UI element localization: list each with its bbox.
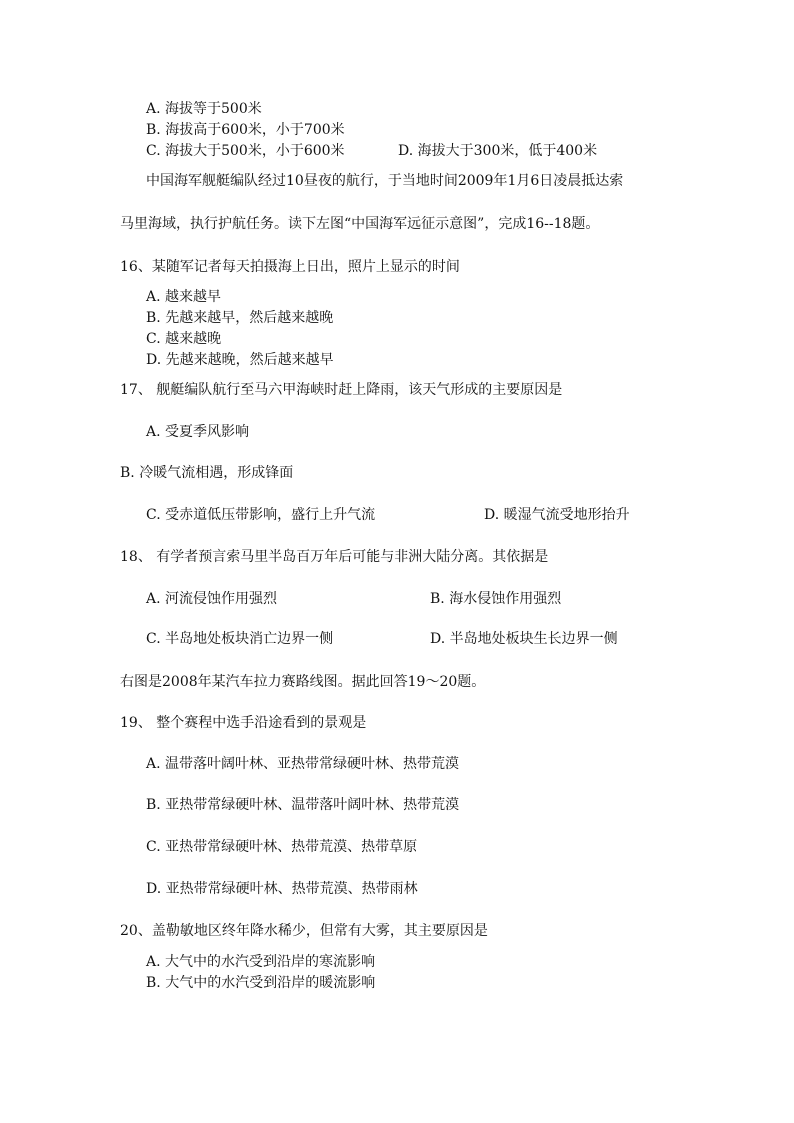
q17-option-c: C. 受赤道低压带影响，盛行上升气流 (146, 507, 376, 523)
intro-1-line-1: 中国海军舰艇编队经过10昼夜的航行，于当地时间2009年1月6日凌晨抵达索 (146, 173, 624, 189)
q18-option-a: A. 河流侵蚀作用强烈 (146, 591, 278, 607)
q19-option-b: B. 亚热带常绿硬叶林、温带落叶阔叶林、热带荒漠 (146, 797, 460, 813)
q19-stem: 19、 整个赛程中选手沿途看到的景观是 (120, 715, 367, 731)
intro-2: 右图是2008年某汽车拉力赛路线图。据此回答19～20题。 (120, 674, 486, 690)
q20-option-a: A. 大气中的水汽受到沿岸的寒流影响 (146, 954, 376, 970)
q17-option-b: B. 冷暖气流相遇，形成锋面 (120, 465, 294, 481)
q18-option-c: C. 半岛地处板块消亡边界一侧 (146, 631, 334, 647)
prev-option-c: C. 海拔大于500米，小于600米 (146, 143, 345, 159)
q16-option-a: A. 越来越早 (146, 289, 222, 305)
q16-stem: 16、某随军记者每天拍摄海上日出，照片上显示的时间 (120, 259, 460, 275)
q17-option-a: A. 受夏季风影响 (146, 424, 250, 440)
q18-option-d: D. 半岛地处板块生长边界一侧 (430, 631, 618, 647)
q17-option-d: D. 暖湿气流受地形抬升 (484, 507, 630, 523)
q19-option-c: C. 亚热带常绿硬叶林、热带荒漠、热带草原 (146, 839, 418, 855)
q19-option-a: A. 温带落叶阔叶林、亚热带常绿硬叶林、热带荒漠 (146, 756, 460, 772)
intro-1-line-2: 马里海域，执行护航任务。读下左图“中国海军远征示意图”，完成16--18题。 (120, 216, 600, 232)
q20-stem: 20、盖勒敏地区终年降水稀少，但常有大雾，其主要原因是 (120, 923, 488, 939)
q16-option-d: D. 先越来越晚，然后越来越早 (146, 352, 334, 368)
prev-option-b: B. 海拔高于600米，小于700米 (146, 122, 345, 138)
q18-option-b: B. 海水侵蚀作用强烈 (430, 591, 562, 607)
q16-option-b: B. 先越来越早，然后越来越晚 (146, 310, 334, 326)
prev-option-d: D. 海拔大于300米，低于400米 (398, 143, 598, 159)
prev-option-a: A. 海拔等于500米 (146, 101, 262, 117)
q18-stem: 18、 有学者预言索马里半岛百万年后可能与非洲大陆分离。其依据是 (120, 549, 549, 565)
q19-option-d: D. 亚热带常绿硬叶林、热带荒漠、热带雨林 (146, 881, 418, 897)
q20-option-b: B. 大气中的水汽受到沿岸的暖流影响 (146, 975, 376, 991)
q16-option-c: C. 越来越晚 (146, 331, 222, 347)
q17-stem: 17、 舰艇编队航行至马六甲海峡时赶上降雨，该天气形成的主要原因是 (120, 382, 563, 398)
